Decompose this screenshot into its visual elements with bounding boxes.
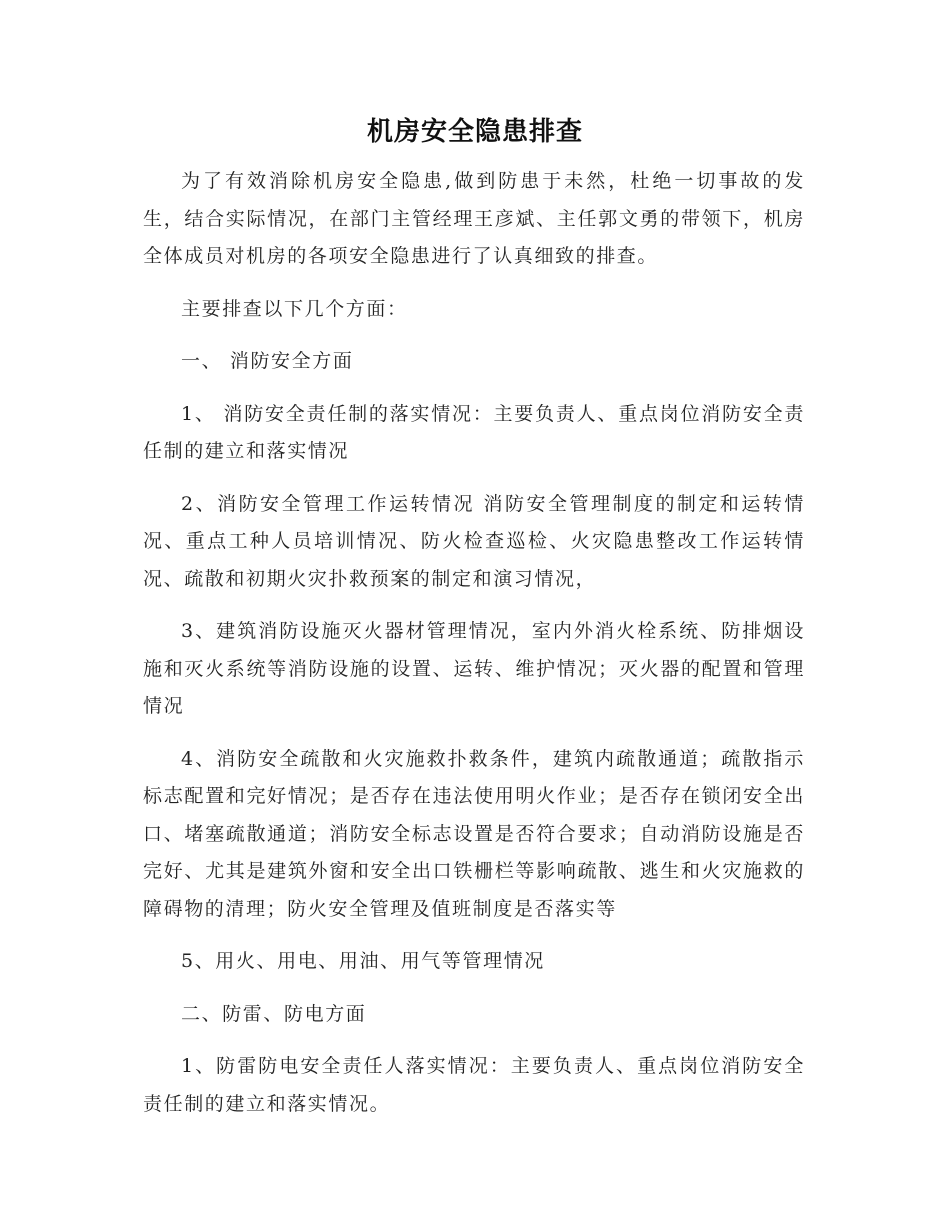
section-heading-lightning: 二、防雷、防电方面 [181,1002,367,1025]
paragraph-item-2: 2、消防安全管理工作运转情况 消防安全管理制度的制定和运转情况、重点工种人员培训情况、防火检查巡检、火灾隐患整改工作运转情况、疏散和初期火灾扑救预案的制定和演习情况， [143,492,805,590]
paragraph-main-aspects: 主要排查以下几个方面： [181,297,408,320]
paragraph-intro: 为了有效消除机房安全隐患,做到防患于未然，杜绝一切事故的发生，结合实际情况，在部门主管经理王彦斌、主任郭文勇的带领下，机房全体成员对机房的各项安全隐患进行了认真细致的排查。 [143,170,805,267]
document-title: 机房安全隐患排查 [366,117,583,147]
paragraph-item-4: 4、消防安全疏散和火灾施救扑救条件，建筑内疏散通道；疏散指示标志配置和完好情况；是否存在违法使用明火作业；是否存在锁闭安全出口、堵塞疏散通道；消防安全标志设置是否符合要求；自动消防设施是否完好、尤其是建筑外窗和安全出口铁栅栏等影响疏散、逃生和火灾施救的障碍物的清理；防火安全管理及值班制度是否落实等 [143,747,805,920]
paragraph-item-3: 3、建筑消防设施灭火器材管理情况，室内外消火栓系统、防排烟设施和灭火系统等消防设施的设置、运转、维护情况；灭火器的配置和管理情况 [143,620,805,717]
section-heading-fire-safety: 一、 消防安全方面 [181,350,354,372]
paragraph-item-1: 1、 消防安全责任制的落实情况：主要负责人、重点岗位消防安全责任制的建立和落实情况 [143,402,805,462]
document-body [143,163,805,1138]
paragraph-item-5: 5、用火、用电、用油、用气等管理情况 [181,950,545,972]
paragraph-lightning-item-1: 1、防雷防电安全责任人落实情况：主要负责人、重点岗位消防安全责任制的建立和落实情况。 [143,1055,805,1115]
